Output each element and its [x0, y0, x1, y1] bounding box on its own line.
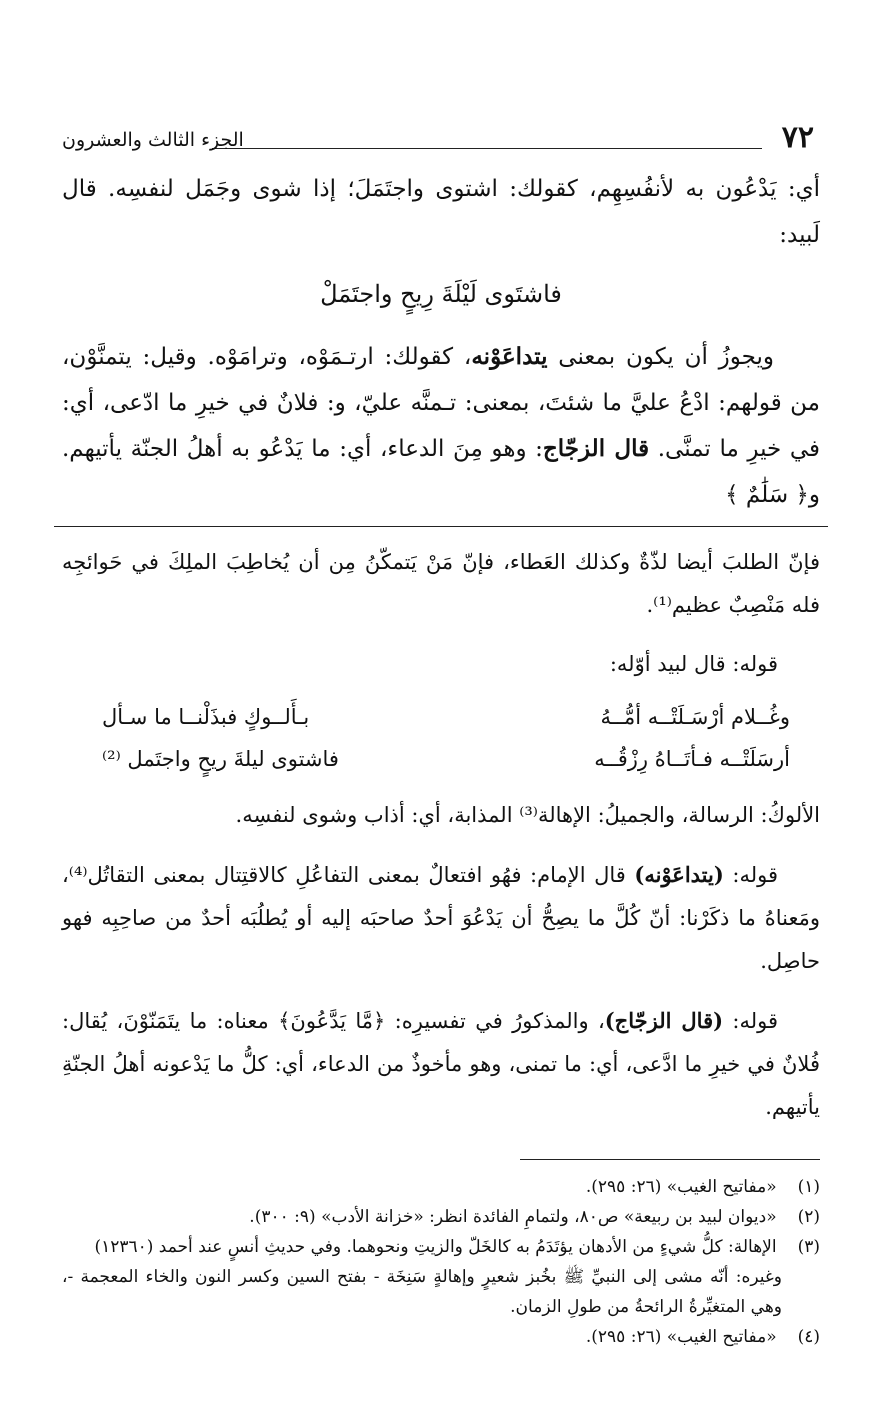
- commentary-1: فإنّ الطلبَ أيضا لذّةٌ وكذلك العَطاء، فإنّ مَنْ يَتمكّنُ مِن أن يُخاطِبَ الملِكَ في حَوائجِه فله مَنْصِبٌ عظيم⁽¹⁾.: [62, 550, 820, 617]
- footnote-text: الإهالة: كلُّ شيءٍ من الأدهان يؤتَدَمُ به كالخَلّ والزيتِ ونحوهما. وفي حديثِ أنسٍ عند أحمد (١٢٣٦٠): [94, 1237, 777, 1257]
- footnote-number: (٣): [797, 1237, 820, 1257]
- page-header: [62, 118, 820, 166]
- p2-bold-word: يتداعَوْنه: [471, 343, 548, 370]
- commentary-5: [62, 999, 820, 1129]
- footnote-text: «مفاتيح الغيب» (٢٦: ٢٩٥).: [585, 1177, 777, 1197]
- footnote-number: (١): [797, 1177, 820, 1197]
- commentary: [62, 541, 820, 1129]
- footnote-number: (٤): [797, 1327, 820, 1347]
- footnote-text: «مفاتيح الغيب» (٢٦: ٢٩٥).: [585, 1327, 777, 1347]
- c4-rest: قال الإمام: فهُو افتعالٌ بمعنى التفاعُلِ كالاقتِتال بمعنى التقاتُل⁽⁴⁾، ومَعناهُ ما ذكَرْنا: أنّ كُلَّ ما يصِحُّ أن يَدْعُوَ أحدٌ صاحبَه إليه أو يُطلُبَه أحدٌ من صاحِبِه فهو حاصِل.: [62, 863, 820, 973]
- footnote: [62, 1202, 820, 1232]
- footnote-text: «ديوان لبيد بن ربيعة» ص٨٠، ولتمامِ الفائدة انظر: «خزانة الأدب» (٩: ٣٠٠).: [249, 1207, 777, 1227]
- footnote-divider: [520, 1159, 820, 1160]
- poem-line: [62, 696, 820, 738]
- poem-hemistich-first: وغُــلام أرْسَـلَتْــه أمُّــهُ: [600, 705, 790, 729]
- main-paragraph-2: [62, 334, 820, 518]
- running-title: الجزء الثالث والعشرون: [62, 129, 244, 151]
- c5-pre: قوله:: [723, 1009, 779, 1033]
- poem-hemistich-second: فاشتوى ليلةَ ريحٍ واجتَمل ⁽²⁾: [102, 747, 339, 771]
- footnote: [62, 1322, 820, 1352]
- commentary-4: [62, 853, 820, 983]
- footnotes: [62, 1172, 820, 1352]
- main-text: [62, 166, 820, 518]
- poem: [62, 696, 820, 780]
- header-rule: [212, 148, 762, 149]
- commentary-2-text: قوله: قال لبيد أوّله:: [609, 652, 778, 676]
- main-line-1: أي: يَدْعُون به لأنفُسِهِم، كقولك: اشتوى واجتَمَلَ؛ إذا شوى وجَمَل لنفسِه. قال لَبيد:: [62, 176, 821, 248]
- poem-line: [62, 738, 820, 780]
- c5-rest: ، والمذكورُ في تفسيرِه: ﴿مَّا يَدَّعُونَ﴾ معناه: ما يتَمَنّوْنَ، يُقال: فُلانٌ في خيرِ ما ادَّعى، أي: ما تمنى، وهو مأخوذٌ من الدعاء، أي: كلُّ ما يَدْعونه أهلُ الجنّةِ يأتيهم.: [62, 1009, 820, 1119]
- footnote: [62, 1232, 820, 1262]
- footnote-number: (٢): [797, 1207, 820, 1227]
- poem-hemistich-second: بـأَلــوكٍ فبذَلْنــا ما سـأل: [102, 705, 310, 729]
- p2-mid: ، كقولك: ارتـمَوْه، وترامَوْه. وقيل: يتمنَّوْن، من قولهم: ادْعُ عليَّ ما شئتَ، بمعنى: تـمنَّه عليّ، و: فلانٌ في خيرِ ما ادّعى، أي: في خيرِ ما تمنَّى.: [62, 344, 820, 462]
- p2-end: : وهو مِنَ الدعاء، أي: ما يَدْعُو به أهلُ الجنّة يأتيهم. و﴿ سَلَٰمٌ ﴾: [62, 436, 820, 508]
- p2-bold-zajjaj: قال الزجّاج: [542, 435, 650, 462]
- quoted-verse: فاشتَوى لَيْلَةَ رِيحٍ واجتَمَلْ: [320, 280, 562, 308]
- c4-pre: قوله:: [723, 863, 778, 887]
- footnote-continuation: وغيره: أنّه مشى إلى النبيِّ ﷺ بخُبز شعيرٍ وإهالةٍ سَنِخَة - بفتح السين وكسر النون والخاء المعجمة -، وهي المتغيِّرةُ الرائحةُ من طولِ الزمان.: [62, 1267, 782, 1317]
- p2-start: ويجوزُ أن يكون بمعنى: [547, 344, 775, 370]
- main-commentary-divider: [54, 526, 828, 527]
- commentary-2: [62, 643, 820, 686]
- page-number: ٧٢: [781, 120, 814, 155]
- book-page: [62, 118, 820, 1352]
- c5-bold: (قال الزجّاج): [604, 1008, 724, 1033]
- footnote: [62, 1172, 820, 1202]
- commentary-3: الألوكُ: الرسالة، والجميلُ: الإهالة⁽³⁾ المذابة، أي: أذاب وشوى لنفسِه.: [235, 803, 820, 827]
- c4-bold: (يتداعَوْنه): [634, 862, 724, 887]
- poem-hemistich-first: أرسَلَتْــه فـأتَــاهُ رِزْقُــه: [594, 747, 790, 771]
